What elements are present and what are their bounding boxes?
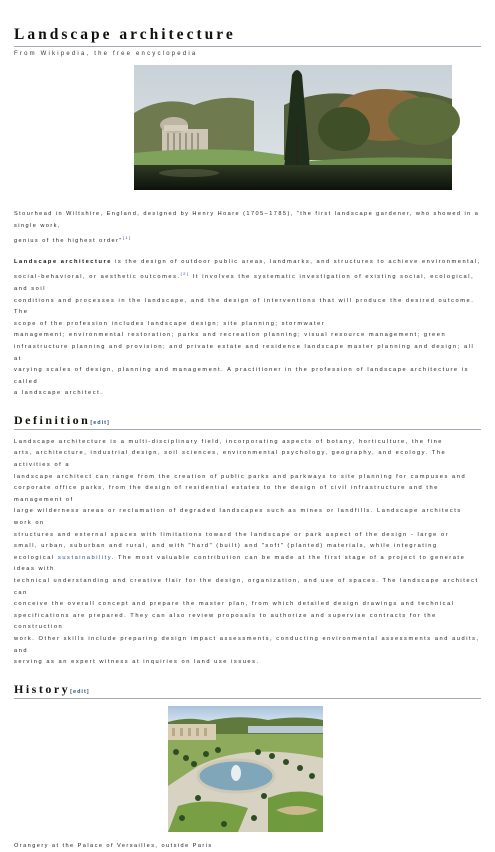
history-heading [14,682,481,699]
text-line: large wilderness areas or reclamation of degraded landscapes such as mines or landfills. Landscape architects work on [14,508,462,527]
text-span: It involves the systematic investigation of existing social, ecological, and soil [14,274,475,292]
text-line: scope of the profession includes landscape design; site planning; stormwater [14,320,326,327]
stourhead-illustration [134,65,452,190]
sustainability-link[interactable]: sustainability [57,554,112,561]
text-line: structures and external spaces with limitations toward the landscape or park aspect of the design - large or [14,531,450,538]
text-line: management; environmental restoration; parks and recreation planning; visual resource management; green [14,332,447,339]
caption-text: genius of the highest order" [14,237,123,244]
text-line: small, urban, suburban and rural, and with "hard" (built) and "soft" (planted) materials, while integrating [14,543,438,550]
text-line: conceive the overall concept and prepare the master plan, from which detailed design drawings and technical [14,601,455,608]
edit-link[interactable] [70,689,89,695]
site-tagline: From Wikipedia, the free encyclopedia [14,51,198,57]
text-line [14,553,481,576]
reference-link[interactable]: [1] [122,235,132,240]
text-span: is the design of outdoor public areas, landmarks, and structures to achieve environmental, [111,258,481,265]
text-span: social-behavioral, or aesthetic outcomes. [14,274,181,281]
bracket: [ [70,688,74,695]
caption-line: Stourhead in Wiltshire, England, designed by Henry Hoare (1705–1785), "the first landscape gardener, who showed in a single work, [14,211,480,229]
edit-label[interactable]: edit [73,688,87,695]
edit-label[interactable]: edit [93,419,107,426]
article [14,26,481,852]
text-line: serving as an expert witness at inquiries on land use issues. [14,659,260,666]
figure2-caption: Orangery at the Palace of Versailles, outside Paris [14,842,213,849]
heading-text: History [14,681,71,696]
text-line: technical understanding and creative flair for the design, organization, and use of spaces. The landscape architect can [14,578,479,596]
stourhead-image[interactable] [134,65,452,190]
definition-paragraph [14,437,481,669]
figure1-caption [14,208,481,247]
bracket: ] [106,419,110,426]
reference-link[interactable]: [2] [180,271,190,277]
text-line: work. Other skills include preparing design impact assessments, conducting environmental assessments and audits, and [14,635,480,654]
versailles-illustration [168,706,323,832]
text-line: corporate office parks, from the design of residential estates to the design of civil infrastructure and the management of [14,485,439,503]
text-line: arts, architecture, industrial design, soil sciences, environmental psychology, geography, and ecology. The activities of a [14,450,447,469]
versailles-image[interactable] [168,706,323,832]
text-line: infrastructure planning and provision; and private estate and residence landscape master planning and design; all at [14,343,475,362]
text-line: landscape architect can range from the creation of public parks and parkways to site planning for campuses and [14,473,467,480]
caption-line [14,232,481,247]
bold-term: Landscape architecture [14,258,112,265]
text-span: . The most valuable contribution can be made at the first stage of a project to generate ideas with [14,554,466,573]
text-line: specifications are prepared. They can also review proposals to authorize and supervise contracts for the construction [14,612,437,631]
text-line [14,268,481,295]
text-line: a landscape architect. [14,390,104,397]
text-span: ecological [14,554,58,561]
edit-link[interactable] [90,420,109,426]
text-line: conditions and processes in the landscape, and the design of interventions that will produce the desired outcome. The [14,297,475,316]
heading-text: Definition [14,412,91,427]
bracket: ] [86,688,90,695]
bracket: [ [90,419,94,426]
text-line: varying scales of design, planning and management. A practitioner in the profession of landscape architecture is called [14,367,469,385]
text-line: Landscape architecture is a multi-disciplinary field, incorporating aspects of botany, horticulture, the fine [14,438,444,445]
text-line [14,257,481,269]
definition-heading [14,413,481,430]
page-title: Landscape architecture [14,26,481,47]
intro-paragraph [14,257,481,400]
